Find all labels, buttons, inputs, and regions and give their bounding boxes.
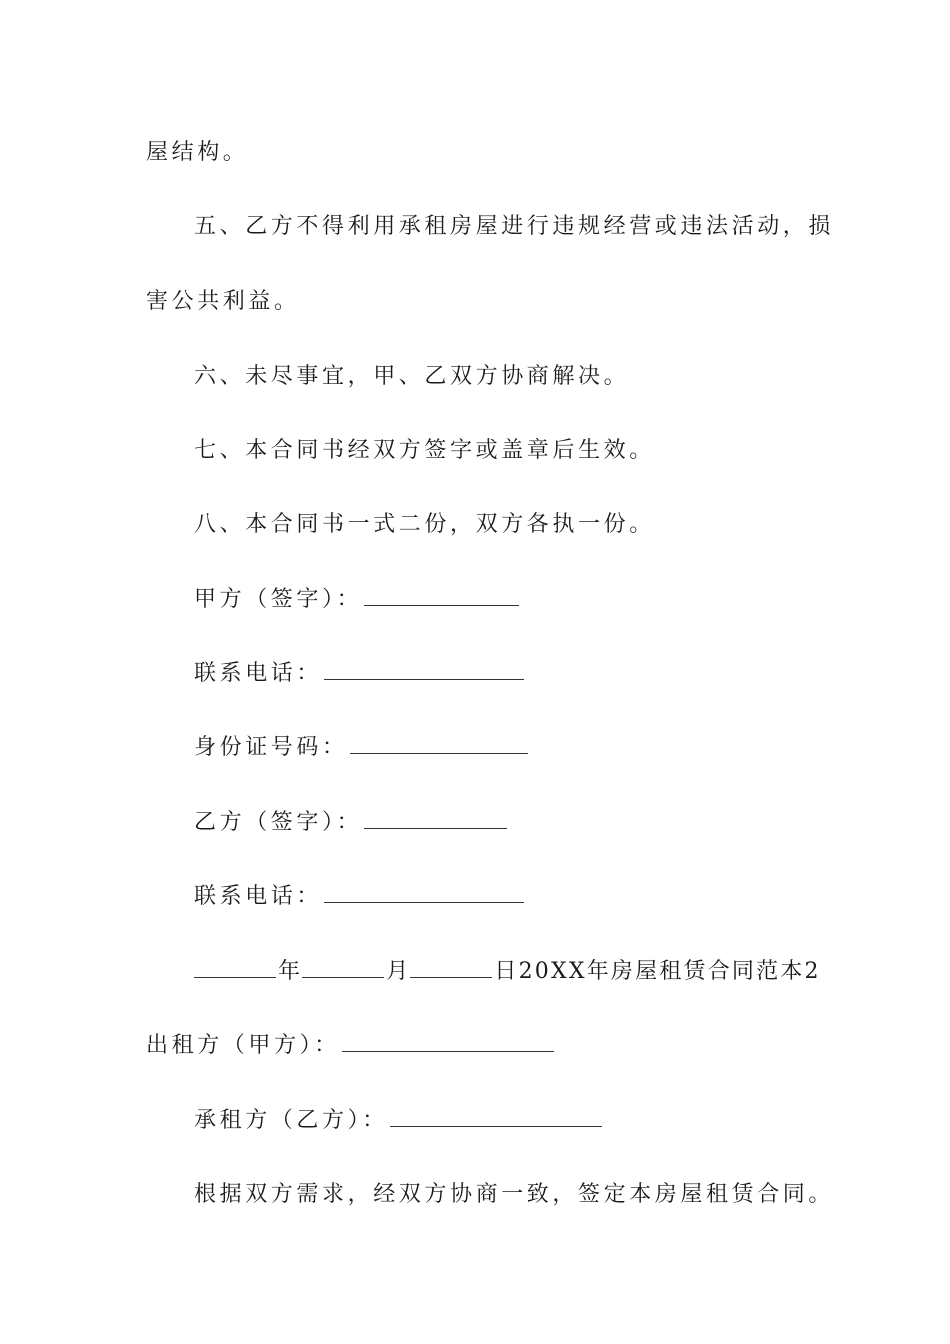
text-line: 屋结构。 <box>146 140 249 165</box>
party-a-phone-field <box>194 659 874 689</box>
month-label: 月 <box>386 959 411 984</box>
day-and-title: 日20XX年房屋租赁合同范本2 <box>494 959 821 984</box>
phone-blank <box>324 882 524 903</box>
lessor-field <box>146 1031 826 1061</box>
phone-blank <box>324 659 524 680</box>
clause-6: 六、未尽事宜，甲、乙双方协商解决。 <box>194 364 630 389</box>
field-label: 甲方（签字）： <box>194 587 363 612</box>
day-blank <box>410 957 492 978</box>
field-label: 出租方（甲方）： <box>146 1033 340 1058</box>
clause-5-line-1: 五、乙方不得利用承租房屋进行违规经营或违法活动，损 <box>194 214 835 239</box>
party-a-id-field <box>194 733 874 763</box>
field-label: 乙方（签字）： <box>194 810 363 835</box>
clause-5-line-2: 害公共利益。 <box>146 289 300 314</box>
field-label: 联系电话： <box>194 661 323 686</box>
field-label: 联系电话： <box>194 884 323 909</box>
clause-7: 七、本合同书经双方签字或盖章后生效。 <box>194 438 655 463</box>
signature-blank <box>364 808 507 829</box>
id-blank <box>350 733 528 754</box>
lessee-field <box>194 1106 874 1136</box>
month-blank <box>302 957 384 978</box>
lessee-blank <box>390 1106 602 1127</box>
party-b-signature-field <box>194 808 874 838</box>
year-label: 年 <box>278 959 303 984</box>
lessor-blank <box>342 1031 554 1052</box>
year-blank <box>194 957 276 978</box>
field-label: 身份证号码： <box>194 735 348 760</box>
party-a-signature-field <box>194 585 874 615</box>
closing-statement: 根据双方需求，经双方协商一致，签定本房屋租赁合同。 <box>194 1182 835 1207</box>
party-b-phone-field <box>194 882 874 912</box>
clause-8: 八、本合同书一式二份，双方各执一份。 <box>194 512 655 537</box>
date-and-title-line <box>194 957 874 987</box>
signature-blank <box>364 585 519 606</box>
field-label: 承租方（乙方）： <box>194 1108 388 1133</box>
